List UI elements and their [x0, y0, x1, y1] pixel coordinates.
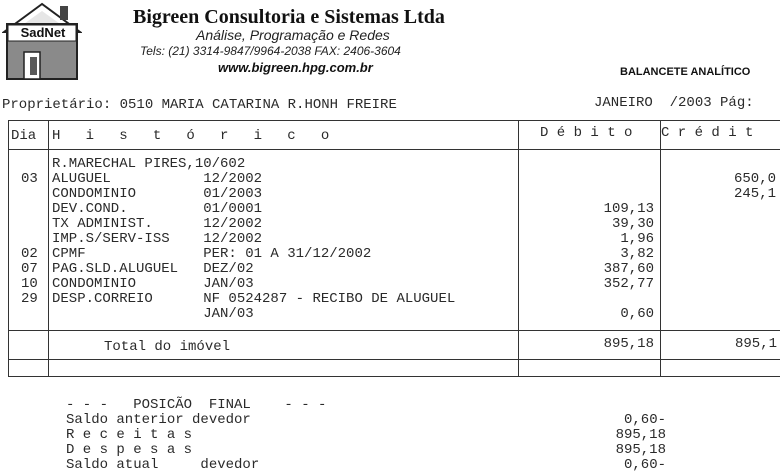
row-historico: R.MARECHAL PIRES,10/602 [52, 156, 246, 172]
report-title: BALANCETE ANALÍTICO [620, 66, 751, 78]
row-debito: 387,60 [603, 261, 654, 277]
row-historico: PAG.SLD.ALUGUEL DEZ/02 [52, 261, 254, 277]
row-credito: 650,0 [734, 171, 777, 187]
logo-text: SadNet [20, 25, 66, 40]
row-historico: ALUGUEL 12/2002 [52, 171, 263, 187]
row-historico: DEV.COND. 01/0001 [52, 201, 263, 217]
row-debito: 109,13 [603, 201, 654, 217]
final-line-value: 895,18 [615, 427, 666, 443]
total-credito: 895,1 [735, 336, 778, 352]
row-credito: 245,1 [734, 186, 777, 202]
house-logo-icon [2, 2, 82, 82]
col-header-debito: D é b i t o [540, 125, 633, 141]
table-header-border [8, 149, 780, 150]
row-dia: 02 [21, 246, 38, 262]
final-line-label: R e c e i t a s [66, 427, 193, 443]
final-heading: - - - POSICÃO FINAL - - - [66, 397, 327, 413]
col-divider-historico [518, 120, 519, 376]
row-debito: 39,30 [611, 216, 654, 232]
row-historico: JAN/03 [52, 306, 254, 322]
owner-line: Proprietário: 0510 MARIA CATARINA R.HONH FREIRE [2, 97, 397, 113]
final-line-value: 0,60- [623, 457, 666, 473]
col-divider-dia [48, 120, 49, 376]
company-subtitle: Análise, Programação e Redes [196, 27, 390, 43]
row-debito: 3,82 [620, 246, 654, 262]
row-historico: CONDOMINIO 01/2003 [52, 186, 263, 202]
row-dia: 07 [21, 261, 38, 277]
company-phones: Tels: (21) 3314-9847/9964-2038 FAX: 2406-3604 [140, 44, 401, 58]
table-bottom-border [8, 376, 780, 377]
row-historico: CONDOMINIO JAN/03 [52, 276, 254, 292]
company-name: Bigreen Consultoria e Sistemas Ltda [133, 6, 445, 28]
row-historico: CPMF PER: 01 A 31/12/2002 [52, 246, 372, 262]
company-website: www.bigreen.hpg.com.br [218, 60, 373, 75]
col-header-credito: C r é d i t [661, 125, 754, 141]
table-top-border [8, 120, 780, 121]
final-line-value: 0,60- [623, 412, 666, 428]
col-header-historico: H i s t ó r i c o [52, 128, 330, 144]
table-total-bottom-border [8, 359, 780, 360]
total-debito: 895,18 [603, 336, 654, 352]
final-line-value: 895,18 [615, 442, 666, 458]
sadnet-logo [2, 2, 82, 82]
final-line-label: D e s p e s a s [66, 442, 193, 458]
col-header-dia: Dia [11, 128, 37, 144]
col-divider-debito [660, 120, 661, 376]
final-line-label: Saldo atual devedor [66, 457, 260, 473]
row-debito: 352,77 [603, 276, 654, 292]
row-debito: 0,60 [620, 306, 654, 322]
final-line-label: Saldo anterior devedor [66, 412, 251, 428]
row-dia: 10 [21, 276, 38, 292]
row-debito: 1,96 [620, 231, 654, 247]
total-label: Total do imóvel [104, 339, 231, 355]
table-total-top-border [8, 330, 780, 331]
row-historico: IMP.S/SERV-ISS 12/2002 [52, 231, 263, 247]
period-line: JANEIRO /2003 Pág: [594, 95, 754, 111]
row-historico: DESP.CORREIO NF 0524287 - RECIBO DE ALUGUEL [52, 291, 456, 307]
row-dia: 29 [21, 291, 38, 307]
table-left-border [8, 120, 9, 376]
row-dia: 03 [21, 171, 38, 187]
row-historico: TX ADMINIST. 12/2002 [52, 216, 263, 232]
